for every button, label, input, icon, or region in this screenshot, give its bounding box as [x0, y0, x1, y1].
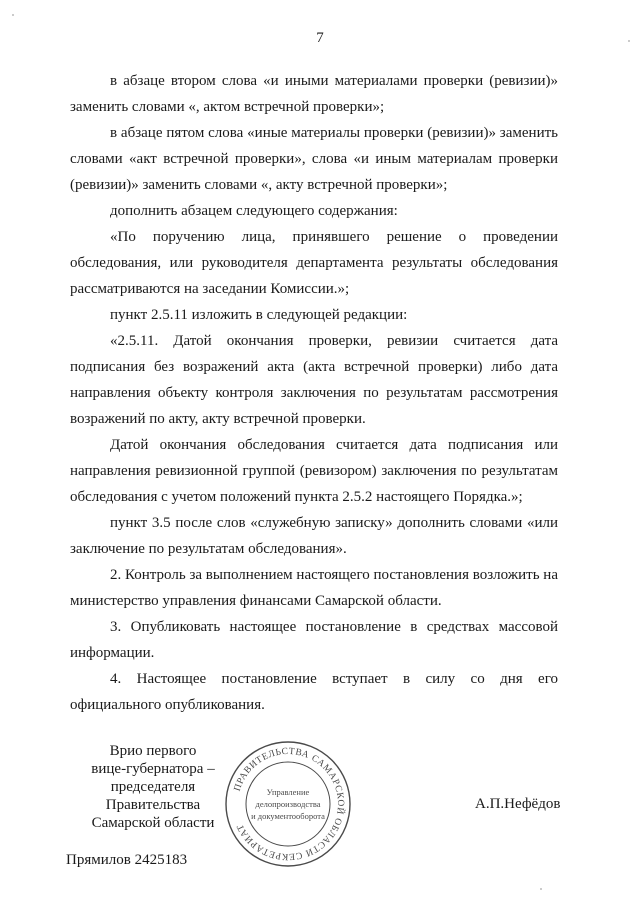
official-seal: [222, 738, 354, 870]
paragraph-9: 2. Контроль за выполнением настоящего постановления возложить на министерство управления финансами Самарской области.: [70, 567, 558, 609]
document-body: [70, 68, 558, 718]
seal-ring-text: ПРАВИТЕЛЬСТВА САМАРСКОЙ ОБЛАСТИ СЕКРЕТАРИАТ: [232, 746, 346, 862]
seal-center-line: и документооборота: [251, 811, 325, 821]
paragraph-1: в абзаце втором слова «и иными материалами проверки (ревизии)» заменить словами «, актом встречной проверки»;: [70, 73, 558, 115]
position-line: вице-губернатора –: [91, 761, 215, 777]
page-number: 7: [316, 30, 324, 46]
paragraph-2: в абзаце пятом слова «иные материалы проверки (ревизии)» заменить словами «акт встречной проверки», слова «и иным материалам проверки (ревизии)» заменить словами «, акту встречной проверки»;: [70, 125, 558, 193]
paragraph-7: Датой окончания обследования считается дата подписания или направления ревизионной группой (ревизором) заключения по результатам обследования с учетом положений пункта 2.5.2 настоящего Порядка.»;: [70, 437, 558, 505]
paragraph-10: 3. Опубликовать настоящее постановление в средствах массовой информации.: [70, 619, 558, 661]
paragraph-5: пункт 2.5.11 изложить в следующей редакции:: [110, 307, 408, 323]
seal-center-line: Управление: [266, 787, 310, 797]
seal-center-line: делопроизводства: [255, 799, 321, 809]
paragraph-8: пункт 3.5 после слов «служебную записку» дополнить словами «или заключение по результатам обследования».: [70, 515, 558, 557]
position-line: Самарской области: [91, 815, 215, 831]
signatory-position: [68, 742, 238, 832]
position-line: Врио первого: [109, 743, 197, 759]
signatory-name: А.П.Нефёдов: [475, 796, 561, 812]
paragraph-11: 4. Настоящее постановление вступает в силу со дня его официального опубликования.: [70, 671, 558, 713]
paragraph-6: «2.5.11. Датой окончания проверки, ревизии считается дата подписания без возражений акта (акта встречной проверки) либо дата направления объекту контроля заключения по результатам рассмотрения возражений по акту, акту встречной проверки.: [70, 333, 558, 427]
scan-speck: [628, 40, 630, 42]
position-line: председателя Правительства: [105, 779, 201, 813]
scan-speck: [540, 888, 542, 890]
paragraph-3: дополнить абзацем следующего содержания:: [110, 203, 398, 219]
executor-info: Прямилов 2425183: [66, 852, 188, 868]
paragraph-4: «По поручению лица, принявшего решение о проведении обследования, или руководителя департамента результаты обследования рассматриваются на заседании Комиссии.»;: [70, 229, 558, 297]
scan-speck: [12, 14, 14, 16]
